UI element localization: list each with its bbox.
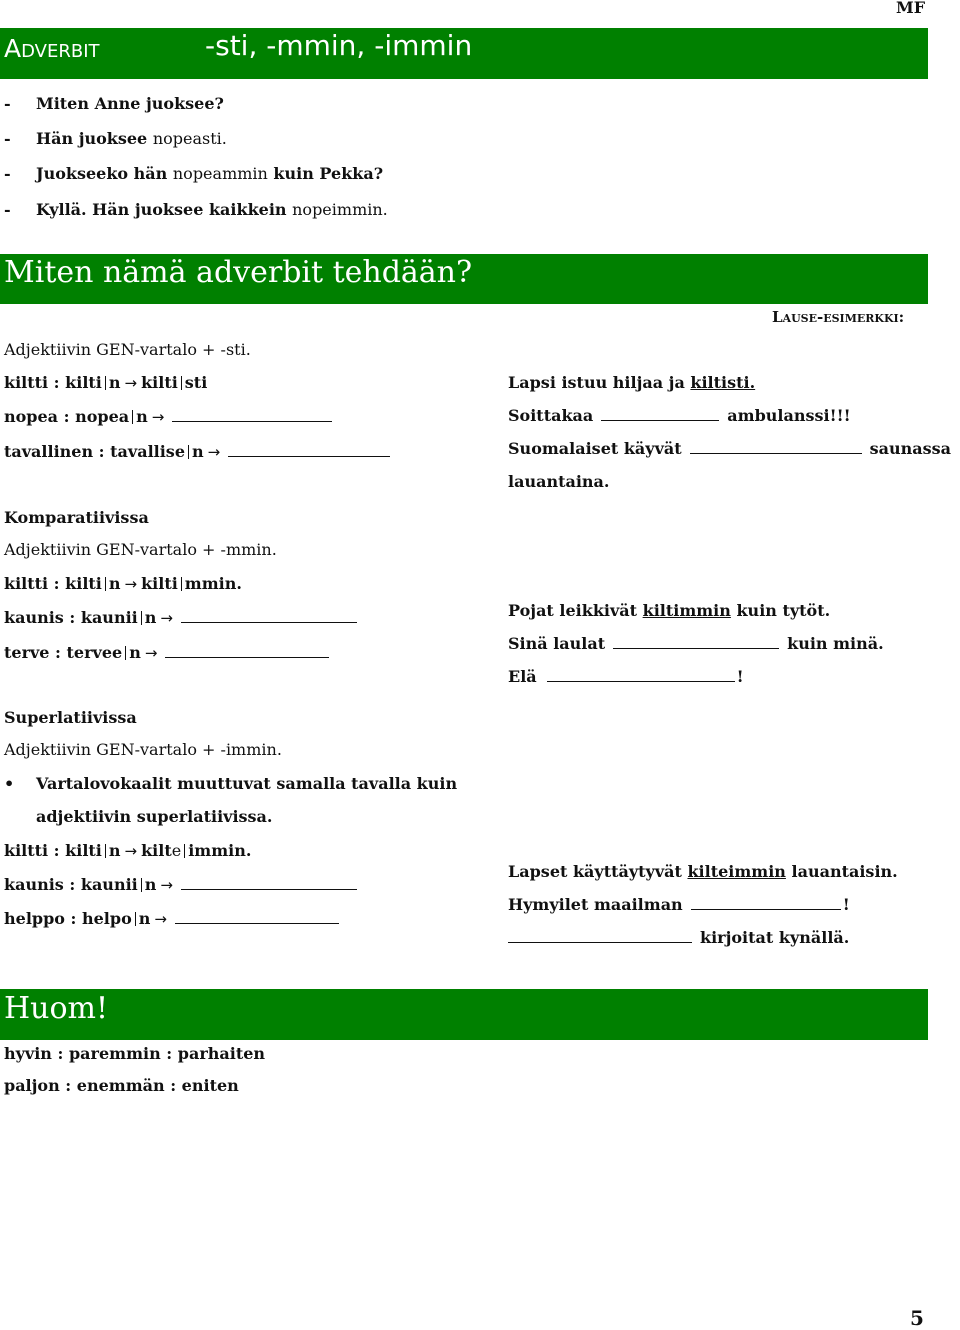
- dialog-text: kuin Pekka?: [273, 164, 384, 183]
- arrow-icon: →: [154, 910, 167, 928]
- dialog-text: Hän juoksee: [36, 129, 148, 148]
- positive-example-2: nopea : nopea n →: [4, 409, 336, 425]
- dialog-adverb: nopeasti.: [152, 129, 227, 148]
- arrow-icon: →: [124, 374, 138, 392]
- comparative-rule: Adjektiivin GEN-vartalo + -mmin.: [4, 540, 277, 559]
- arrow-icon: →: [124, 842, 138, 860]
- arrow-icon: →: [207, 443, 221, 461]
- title-banner: [0, 28, 928, 79]
- note-line: hyvin : paremmin : parhaiten: [4, 1044, 266, 1063]
- comparative-example-3: terve : tervee n →: [4, 645, 333, 661]
- dialog-text: Miten Anne juoksee?: [36, 94, 224, 113]
- note-line: paljon : enemmän : eniten: [4, 1076, 239, 1095]
- dialog-dash: -: [4, 200, 11, 219]
- answer-blank[interactable]: [228, 455, 390, 457]
- positive-sentence-3: Suomalaiset käyvät saunassa: [508, 439, 952, 458]
- answer-blank[interactable]: [165, 656, 329, 658]
- positive-example-1: kiltti : kilti n → kilti sti: [4, 373, 208, 392]
- superlative-example-2: kaunis : kaunii n →: [4, 877, 361, 893]
- section-title: Miten nämä adverbit tehdään?: [4, 255, 473, 290]
- comparative-sentence-1: Pojat leikkivät kiltimmin kuin tytöt.: [508, 601, 831, 620]
- superlative-sentence-3: kirjoitat kynällä.: [508, 930, 849, 946]
- answer-blank[interactable]: [547, 680, 735, 682]
- comparative-sentence-2: Sinä laulat kuin minä.: [508, 634, 884, 653]
- dialog-adverb: nopeimmin.: [292, 200, 388, 219]
- superlative-example-3: helppo : helpo n →: [4, 911, 343, 927]
- page-number: 5: [910, 1306, 924, 1330]
- arrow-icon: →: [160, 609, 173, 627]
- positive-sentence-1: Lapsi istuu hiljaa ja kiltisti.: [508, 373, 756, 392]
- header-initials: MF: [896, 0, 926, 17]
- answer-blank[interactable]: [508, 941, 692, 943]
- arrow-icon: →: [160, 876, 173, 894]
- dialog-line: [4, 129, 227, 148]
- dialog-dash: -: [4, 94, 11, 113]
- comparative-sentence-3: Elä !: [508, 667, 744, 686]
- comparative-example-2: kaunis : kaunii n →: [4, 610, 361, 626]
- positive-sentence-3-cont: lauantaina.: [508, 472, 610, 491]
- superlative-example-1: kiltti : kilti n → kilte immin.: [4, 841, 252, 860]
- page-title: Adverbit: [4, 34, 100, 63]
- answer-blank[interactable]: [691, 908, 841, 910]
- answer-blank[interactable]: [181, 888, 357, 890]
- answer-blank[interactable]: [613, 647, 779, 649]
- dialog-text: Kyllä. Hän juoksee kaikkein: [36, 200, 287, 219]
- dialog-adverb: nopeammin: [172, 164, 268, 183]
- superlative-note: • Vartalovokaalit muuttuvat samalla tavalla kuin: [4, 774, 458, 793]
- page-subtitle: -sti, -mmin, -immin: [205, 29, 473, 62]
- superlative-rule: Adjektiivin GEN-vartalo + -immin.: [4, 740, 282, 759]
- superlative-heading: Superlatiivissa: [4, 708, 137, 727]
- dialog-dash: -: [4, 164, 11, 183]
- comparative-example-1: kiltti : kilti n → kilti mmin.: [4, 574, 242, 593]
- bullet-icon: •: [4, 774, 15, 793]
- answer-blank[interactable]: [601, 419, 719, 421]
- comparative-heading: Komparatiivissa: [4, 508, 149, 527]
- dialog-line: [4, 164, 384, 183]
- answer-blank[interactable]: [172, 420, 332, 422]
- superlative-sentence-1: Lapset käyttäytyvät kilteimmin lauantaisin.: [508, 862, 898, 881]
- dialog-line: [4, 200, 388, 219]
- note-title: Huom!: [4, 991, 109, 1026]
- dialog-dash: -: [4, 129, 11, 148]
- section-banner: [0, 254, 928, 304]
- superlative-note-cont: adjektiivin superlatiivissa.: [36, 807, 273, 826]
- answer-blank[interactable]: [175, 922, 339, 924]
- arrow-icon: →: [144, 644, 158, 662]
- positive-rule: Adjektiivin GEN-vartalo + -sti.: [4, 340, 251, 359]
- answer-blank[interactable]: [181, 621, 357, 623]
- dialog-line: [4, 94, 224, 113]
- example-header: Lause-esimerkki:: [772, 308, 905, 326]
- positive-example-3: tavallinen : tavallise n →: [4, 444, 394, 460]
- positive-sentence-2: Soittakaa ambulanssi!!!: [508, 406, 851, 425]
- arrow-icon: →: [124, 575, 138, 593]
- answer-blank[interactable]: [690, 452, 862, 454]
- superlative-sentence-2: Hymyilet maailman !: [508, 895, 850, 914]
- dialog-text: Juokseeko hän: [36, 164, 168, 183]
- note-banner: [0, 989, 928, 1040]
- arrow-icon: →: [151, 408, 165, 426]
